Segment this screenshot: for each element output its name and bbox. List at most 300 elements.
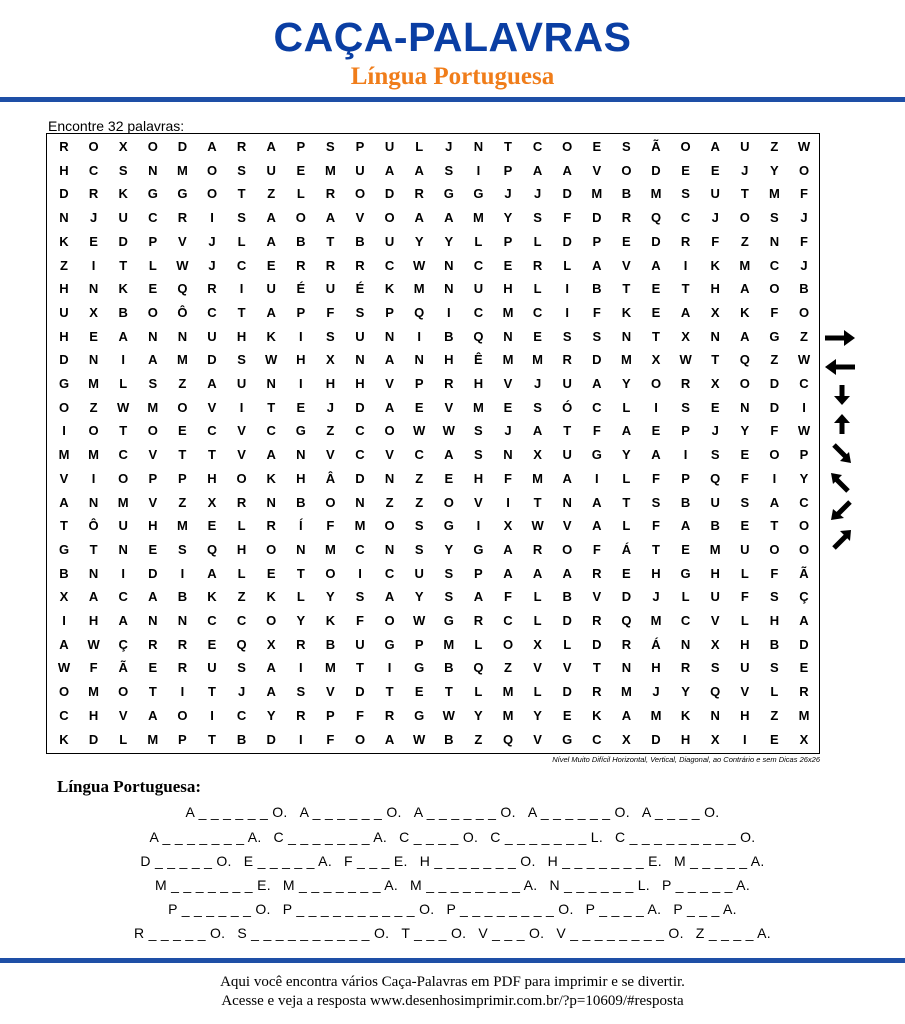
grid-letter: B [444, 731, 454, 747]
grid-letter: K [59, 731, 69, 747]
grid-letter: G [414, 660, 425, 676]
grid-letter: T [622, 494, 631, 510]
grid-letter: J [533, 186, 542, 202]
hint-row [0, 901, 905, 917]
word-list-title: Língua Portuguesa: [57, 777, 202, 796]
grid-letter: J [652, 684, 660, 700]
grid-letter: Q [473, 328, 484, 344]
grid-letter: I [91, 470, 96, 486]
grid-letter: D [88, 731, 99, 747]
grid-letter: F [356, 613, 364, 628]
grid-letter: S [592, 328, 602, 344]
grid-letter: G [295, 423, 306, 439]
grid-letter: F [563, 210, 572, 226]
grid-letter: L [622, 470, 631, 486]
grid-letter: A [325, 210, 336, 226]
word-hint: V _ _ _ O. [478, 925, 545, 941]
grid-letter: P [503, 162, 513, 178]
grid-letter: V [710, 613, 720, 628]
grid-letter: V [385, 376, 394, 391]
grid-letter: R [236, 139, 247, 154]
grid-letter: Â [325, 470, 336, 486]
grid-letter: H [59, 281, 69, 297]
grid-letter: P [385, 304, 394, 320]
grid-letter: A [740, 281, 750, 297]
arrow-up-icon [822, 413, 858, 435]
grid-letter: Z [740, 233, 749, 249]
grid-row [47, 538, 819, 562]
grid-letter: V [503, 376, 513, 391]
grid-letter: A [384, 162, 395, 178]
arrow-up-left-icon [822, 471, 858, 493]
grid-letter: I [210, 707, 214, 723]
grid-row [47, 301, 819, 325]
grid-letter: K [384, 281, 395, 297]
grid-row [47, 325, 819, 349]
grid-letter: X [799, 731, 809, 747]
grid-letter: L [296, 186, 305, 202]
grid-letter: N [740, 399, 750, 415]
grid-letter: Z [60, 257, 68, 273]
grid-letter: O [739, 210, 750, 226]
grid-letter: M [324, 660, 336, 676]
grid-letter: B [562, 589, 572, 605]
grid-letter: O [236, 470, 247, 486]
grid-letter: B [296, 233, 306, 249]
grid-letter: A [266, 304, 276, 320]
grid-letter: T [652, 541, 660, 557]
grid-letter: F [504, 589, 512, 605]
grid-letter: D [799, 636, 809, 652]
grid-letter: T [711, 352, 720, 368]
grid-letter: V [207, 399, 217, 415]
grid-letter: D [562, 186, 572, 202]
grid-letter: S [237, 162, 246, 178]
grid-letter: L [770, 684, 779, 700]
grid-letter: R [88, 186, 99, 202]
grid-letter: P [148, 470, 158, 486]
grid-letter: E [503, 399, 513, 415]
grid-letter: V [533, 660, 542, 676]
grid-letter: U [740, 541, 750, 557]
grid-letter: Ã [651, 139, 661, 154]
grid-letter: A [148, 589, 158, 605]
grid-letter: A [207, 376, 217, 391]
grid-letter: V [562, 518, 572, 534]
grid-letter: V [178, 233, 187, 249]
grid-letter: M [176, 352, 188, 368]
grid-letter: K [680, 707, 691, 723]
grid-letter: D [355, 684, 365, 700]
grid-letter: Y [799, 470, 809, 486]
grid-letter: C [532, 304, 543, 320]
grid-letter: D [592, 352, 602, 368]
grid-letter: R [177, 660, 188, 676]
grid-letter: H [236, 328, 247, 344]
grid-letter: S [681, 186, 690, 202]
grid-letter: T [592, 660, 601, 676]
grid-letter: E [622, 565, 631, 581]
word-hint: P _ _ _ _ _ _ _ _ O. [446, 901, 574, 917]
grid-letter: Y [444, 541, 454, 557]
grid-row [47, 467, 819, 491]
word-hint: Z _ _ _ _ A. [695, 925, 771, 941]
page-subtitle: Língua Portuguesa [350, 63, 555, 90]
grid-letter: N [503, 328, 513, 344]
grid-letter: M [324, 541, 336, 557]
grid-letter: I [654, 399, 658, 415]
grid-letter: L [533, 281, 542, 297]
grid-letter: L [622, 399, 631, 415]
grid-letter: Ç [118, 636, 128, 652]
grid-letter: S [237, 660, 246, 676]
grid-letter: U [562, 376, 572, 391]
grid-letter: J [504, 186, 512, 202]
grid-letter: Y [503, 210, 513, 226]
grid-letter: P [592, 233, 602, 249]
grid-letter: J [208, 257, 216, 273]
grid-letter: I [62, 423, 66, 439]
grid-letter: U [562, 447, 572, 463]
grid-letter: O [562, 139, 573, 154]
grid-letter: D [118, 233, 128, 249]
grid-letter: O [147, 139, 158, 154]
grid-letter: O [147, 304, 158, 320]
grid-letter: B [444, 660, 454, 676]
grid-letter: K [266, 470, 276, 486]
grid-letter: W [413, 613, 426, 628]
grid-letter: H [740, 636, 750, 652]
grid-letter: A [88, 589, 99, 605]
grid-letter: W [442, 707, 455, 723]
grid-letter: A [651, 257, 661, 273]
grid-letter: F [592, 423, 601, 439]
grid-letter: T [770, 518, 779, 534]
grid-letter: A [266, 684, 276, 700]
grid-letter: Á [621, 541, 632, 557]
grid-letter: Y [622, 447, 631, 463]
grid-letter: Z [237, 589, 246, 605]
grid-letter: M [798, 707, 810, 723]
grid-letter: I [91, 257, 96, 273]
grid-letter: A [414, 210, 424, 226]
grid-letter: S [326, 139, 335, 154]
grid-letter: R [207, 281, 217, 297]
grid-letter: M [620, 352, 632, 368]
grid-letter: N [88, 565, 99, 581]
grid-letter: Z [800, 328, 808, 344]
grid-letter: N [296, 541, 306, 557]
grid-letter: C [769, 257, 780, 273]
grid-letter: G [443, 518, 454, 534]
grid-letter: B [355, 233, 365, 249]
grid-letter: P [148, 233, 158, 249]
grid-letter: E [207, 636, 217, 652]
word-hint: M _ _ _ _ _ _ _ A. [282, 877, 399, 893]
grid-letter: B [59, 565, 69, 581]
grid-letter: É [296, 281, 306, 297]
grid-letter: E [89, 328, 98, 344]
grid-letter: D [355, 399, 365, 415]
grid-letter: A [621, 423, 632, 439]
grid-letter: T [533, 494, 542, 510]
footer-line-1: Aqui você encontra vários Caça-Palavras em PDF para imprimir e se divertir. [220, 974, 685, 990]
grid-letter: W [413, 423, 426, 439]
grid-letter: Q [710, 470, 721, 486]
grid-letter: B [799, 281, 809, 297]
grid-letter: A [118, 613, 128, 628]
word-hint: N _ _ _ _ _ _ L. [549, 877, 650, 893]
grid-letter: S [355, 589, 365, 605]
grid-row [47, 159, 819, 183]
arrow-down-left-icon [822, 500, 858, 522]
grid-letter: R [355, 257, 365, 273]
grid-letter: U [325, 281, 336, 297]
arrow-left-icon [822, 356, 858, 378]
grid-letter: D [769, 376, 780, 391]
grid-letter: M [176, 518, 188, 534]
grid-letter: G [680, 565, 691, 581]
grid-letter: L [533, 589, 542, 605]
grid-letter: T [119, 257, 128, 273]
grid-letter: C [355, 447, 365, 463]
grid-letter: V [148, 494, 158, 510]
grid-letter: B [236, 731, 247, 747]
word-hint: A _ _ _ _ _ _ O. [527, 804, 630, 820]
grid-letter: M [650, 613, 662, 628]
grid-letter: J [237, 684, 246, 700]
grid-letter: P [503, 233, 513, 249]
grid-letter: A [503, 541, 513, 557]
grid-letter: I [476, 518, 481, 534]
grid-letter: U [710, 494, 720, 510]
grid-letter: C [414, 447, 424, 463]
grid-letter: E [266, 565, 276, 581]
grid-letter: A [592, 257, 602, 273]
grid-letter: N [414, 352, 424, 368]
grid-letter: A [562, 162, 572, 178]
grid-letter: C [207, 423, 217, 439]
grid-letter: D [207, 352, 217, 368]
grid-letter: R [59, 139, 69, 154]
grid-letter: G [473, 186, 484, 202]
grid-letter: A [562, 470, 572, 486]
grid-letter: R [444, 376, 454, 391]
grid-letter: N [710, 328, 720, 344]
grid-letter: D [562, 233, 572, 249]
grid-letter: O [177, 399, 188, 415]
grid-letter: E [681, 162, 690, 178]
word-hint: D _ _ _ _ _ O. [140, 853, 232, 869]
grid-letter: W [679, 352, 692, 368]
grid-row [47, 443, 819, 467]
grid-letter: S [562, 328, 572, 344]
grid-letter: D [651, 731, 661, 747]
grid-letter: T [208, 731, 216, 747]
grid-letter: F [326, 518, 335, 534]
grid-letter: J [711, 210, 719, 226]
grid-letter: P [474, 565, 483, 581]
grid-letter: O [118, 684, 129, 700]
grid-letter: F [800, 186, 808, 202]
grid-letter: S [237, 210, 246, 226]
grid-letter: X [622, 731, 631, 747]
grid-letter: Í [298, 518, 303, 534]
puzzle-instructions: Encontre 32 palavras: [48, 118, 185, 134]
grid-letter: U [710, 589, 720, 605]
grid-letter: E [444, 470, 454, 486]
grid-letter: D [651, 162, 661, 178]
grid-letter: O [266, 541, 277, 557]
grid-letter: N [621, 660, 632, 676]
grid-letter: A [444, 447, 454, 463]
grid-letter: G [562, 731, 573, 747]
grid-letter: L [237, 518, 246, 534]
grid-letter: A [592, 518, 602, 534]
grid-letter: I [180, 684, 185, 700]
grid-letter: C [473, 257, 484, 273]
grid-letter: R [177, 210, 188, 226]
footer-line-2: Acesse e veja a resposta www.desenhosimprimir.com.br/?p=10609/#resposta [221, 993, 684, 1009]
grid-letter: V [148, 447, 158, 463]
grid-letter: S [444, 589, 454, 605]
grid-letter: U [710, 186, 720, 202]
grid-letter: R [592, 565, 602, 581]
grid-letter: R [473, 613, 484, 628]
grid-letter: C [355, 423, 365, 439]
grid-letter: T [504, 139, 512, 154]
grid-letter: O [502, 636, 514, 652]
grid-letter: T [119, 423, 128, 439]
grid-letter: T [237, 186, 246, 202]
grid-letter: P [681, 470, 690, 486]
grid-letter: O [206, 186, 218, 202]
grid-letter: J [208, 233, 216, 249]
grid-letter: U [118, 210, 128, 226]
grid-letter: X [710, 376, 720, 391]
grid-letter: R [266, 518, 276, 534]
grid-letter: F [652, 518, 660, 534]
grid-letter: Z [178, 494, 187, 510]
word-hint: P _ _ _ A. [673, 901, 737, 917]
grid-letter: P [178, 731, 187, 747]
grid-letter: O [58, 399, 70, 415]
grid-letter: A [444, 210, 454, 226]
grid-row [47, 704, 819, 728]
grid-letter: N [266, 494, 276, 510]
grid-letter: I [298, 328, 303, 344]
grid-letter: L [533, 684, 542, 700]
grid-letter: E [710, 399, 720, 415]
grid-letter: L [563, 636, 572, 652]
grid-letter: R [532, 541, 543, 557]
grid-letter: G [473, 541, 484, 557]
top-divider [0, 97, 905, 102]
grid-letter: I [298, 731, 303, 747]
grid-letter: S [355, 304, 365, 320]
grid-letter: N [444, 257, 454, 273]
grid-row [47, 372, 819, 396]
grid-letter: E [89, 233, 98, 249]
word-hint: T _ _ _ O. [401, 925, 467, 941]
grid-letter: Ô [177, 304, 188, 320]
grid-letter: I [742, 731, 747, 747]
grid-letter: L [681, 589, 690, 605]
word-hint: R _ _ _ _ _ O. [134, 925, 226, 941]
grid-letter: Z [770, 707, 779, 723]
grid-letter: H [207, 470, 217, 486]
grid-letter: E [533, 328, 542, 344]
grid-letter: G [147, 186, 158, 202]
grid-letter: H [325, 376, 336, 391]
grid-letter: C [799, 494, 809, 510]
grid-letter: A [740, 328, 750, 344]
grid-letter: B [296, 494, 306, 510]
grid-letter: Y [266, 707, 276, 723]
grid-letter: L [119, 731, 128, 747]
grid-letter: R [592, 684, 602, 700]
grid-letter: L [148, 257, 157, 273]
grid-letter: I [476, 162, 481, 178]
grid-letter: F [770, 304, 779, 320]
grid-letter: Z [474, 731, 483, 747]
grid-letter: R [296, 257, 306, 273]
grid-letter: E [592, 139, 602, 154]
grid-letter: Ç [799, 589, 809, 605]
grid-letter: C [207, 613, 217, 628]
page-title: CAÇA-PALAVRAS [273, 14, 632, 60]
grid-letter: C [236, 707, 247, 723]
grid-letter: U [740, 660, 750, 676]
grid-letter: Z [770, 139, 779, 154]
grid-letter: F [356, 707, 364, 723]
grid-letter: D [621, 589, 632, 605]
grid-letter: O [118, 470, 129, 486]
grid-letter: V [622, 257, 631, 273]
grid-letter: S [622, 139, 631, 154]
grid-letter: F [652, 470, 660, 486]
grid-letter: X [533, 636, 542, 652]
word-hint: P _ _ _ _ A. [585, 901, 662, 917]
grid-letter: E [651, 423, 661, 439]
grid-letter: S [710, 447, 720, 463]
grid-letter: R [799, 684, 809, 700]
grid-letter: A [207, 139, 217, 154]
grid-letter: O [621, 162, 632, 178]
grid-letter: C [59, 707, 69, 723]
grid-letter: H [296, 352, 306, 368]
grid-letter: O [443, 494, 454, 510]
grid-letter: M [88, 684, 100, 700]
grid-letter: I [683, 257, 688, 273]
grid-letter: S [444, 162, 454, 178]
grid-letter: U [266, 281, 276, 297]
grid-letter: T [148, 684, 157, 700]
grid-letter: T [178, 447, 187, 463]
grid-letter: M [117, 494, 129, 510]
grid-letter: S [770, 589, 779, 605]
grid-letter: F [800, 233, 808, 249]
grid-letter: E [148, 660, 158, 676]
grid-letter: U [355, 636, 365, 652]
grid-letter: A [473, 589, 484, 605]
grid-letter: T [60, 518, 68, 534]
word-hint: A _ _ _ _ _ _ O. [413, 804, 516, 820]
grid-letter: O [562, 541, 573, 557]
grid-letter: V [592, 162, 602, 178]
hint-row [0, 877, 905, 893]
grid-letter: S [681, 399, 690, 415]
